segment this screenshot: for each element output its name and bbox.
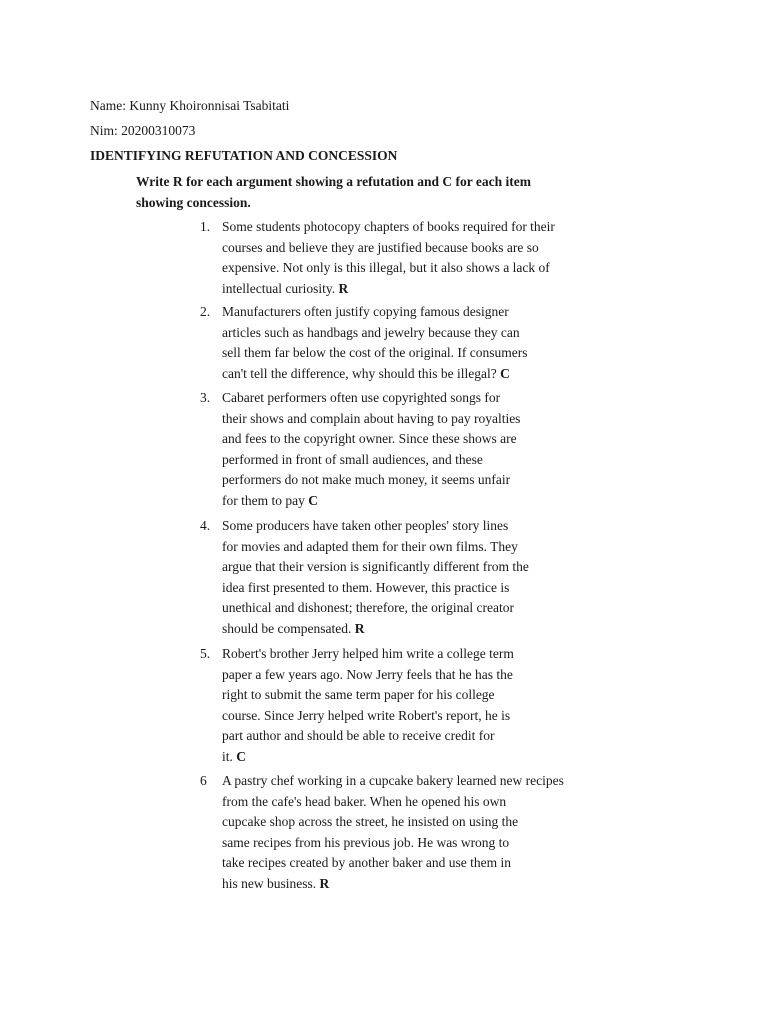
item-number: 6: [200, 773, 207, 788]
item-text-line: Manufacturers often justify copying famous designer: [222, 304, 509, 319]
item-text-line: can't tell the difference, why should this be illegal? C: [222, 365, 510, 381]
list-item: [200, 217, 602, 299]
item-number: 3.: [200, 390, 211, 405]
item-text-line: paper a few years ago. Now Jerry feels that he has the: [222, 666, 513, 682]
item-answer: C: [232, 748, 247, 764]
item-answer: C: [496, 365, 510, 381]
item-text-line: unethical and dishonest; therefore, the original creator: [222, 600, 515, 616]
item-answer: R: [351, 620, 365, 636]
item-text: [222, 644, 602, 768]
item-number: 5.: [200, 646, 211, 661]
item-text-line: expensive. Not only is this illegal, but it also shows a lack of: [222, 260, 550, 276]
item-text-line: performers do not make much money, it seems unfair: [222, 472, 511, 488]
item-number: 4.: [200, 518, 211, 533]
list-item: [200, 644, 602, 768]
item-text-line: articles such as handbags and jewelry because they can: [222, 324, 520, 340]
item-text-line: take recipes created by another baker and use them in: [222, 855, 511, 871]
list-item: [200, 771, 602, 895]
item-text-line: from the cafe's head baker. When he opened his own: [222, 793, 507, 809]
item-text-line: Some producers have taken other peoples' story lines: [222, 518, 509, 533]
item-text-line: cupcake shop across the street, he insisted on using the: [222, 814, 519, 830]
item-text-line: sell them far below the cost of the original. If consumers: [222, 345, 528, 361]
item-text-line: Some students photocopy chapters of books required for their: [222, 219, 555, 234]
item-text-line: it. C: [222, 748, 247, 764]
item-number: 1.: [200, 219, 211, 234]
instruction-text: Write R for each argument showing a refutation and C for each item showing concession.: [136, 174, 531, 210]
item-number: 2.: [200, 304, 211, 319]
item-text-line: for movies and adapted them for their own films. They: [222, 538, 518, 554]
item-text-line: Robert's brother Jerry helped him write a college term: [222, 646, 514, 661]
item-text-line: for them to pay C: [222, 492, 318, 508]
item-text: [222, 388, 602, 512]
item-answer: R: [316, 875, 330, 891]
item-text-line: course. Since Jerry helped write Robert's report, he is: [222, 707, 511, 723]
list-item: [200, 516, 602, 640]
item-text-line: right to submit the same term paper for his college: [222, 687, 495, 703]
item-text-line: Cabaret performers often use copyrighted songs for: [222, 390, 501, 405]
item-text-line: performed in front of small audiences, and these: [222, 451, 483, 467]
item-text-line: courses and believe they are justified because books are so: [222, 239, 539, 255]
item-text: [222, 302, 602, 384]
item-text-line: idea first presented to them. However, this practice is: [222, 579, 510, 595]
list-item: [200, 302, 602, 384]
student-nim: Nim: 20200310073: [90, 123, 196, 138]
item-text-line: argue that their version is significantly different from the: [222, 559, 529, 575]
item-text-line: same recipes from his previous job. He was wrong to: [222, 834, 510, 850]
item-text: [222, 516, 602, 640]
item-text-line: A pastry chef working in a cupcake bakery learned new recipes: [222, 773, 564, 788]
item-text-line: their shows and complain about having to pay royalties: [222, 410, 521, 426]
page-title: IDENTIFYING REFUTATION AND CONCESSION: [90, 148, 398, 163]
item-text: [222, 771, 602, 895]
item-text: [222, 217, 602, 299]
item-text-line: part author and should be able to receive credit for: [222, 728, 495, 744]
item-text-line: should be compensated. R: [222, 620, 365, 636]
item-text-line: his new business. R: [222, 875, 330, 891]
item-answer: C: [304, 492, 318, 508]
list-item: [200, 388, 602, 512]
item-answer: R: [335, 280, 349, 296]
item-text-line: and fees to the copyright owner. Since these shows are: [222, 431, 517, 447]
student-name: Name: Kunny Khoironnisai Tsabitati: [90, 98, 290, 113]
item-text-line: intellectual curiosity. R: [222, 280, 349, 296]
